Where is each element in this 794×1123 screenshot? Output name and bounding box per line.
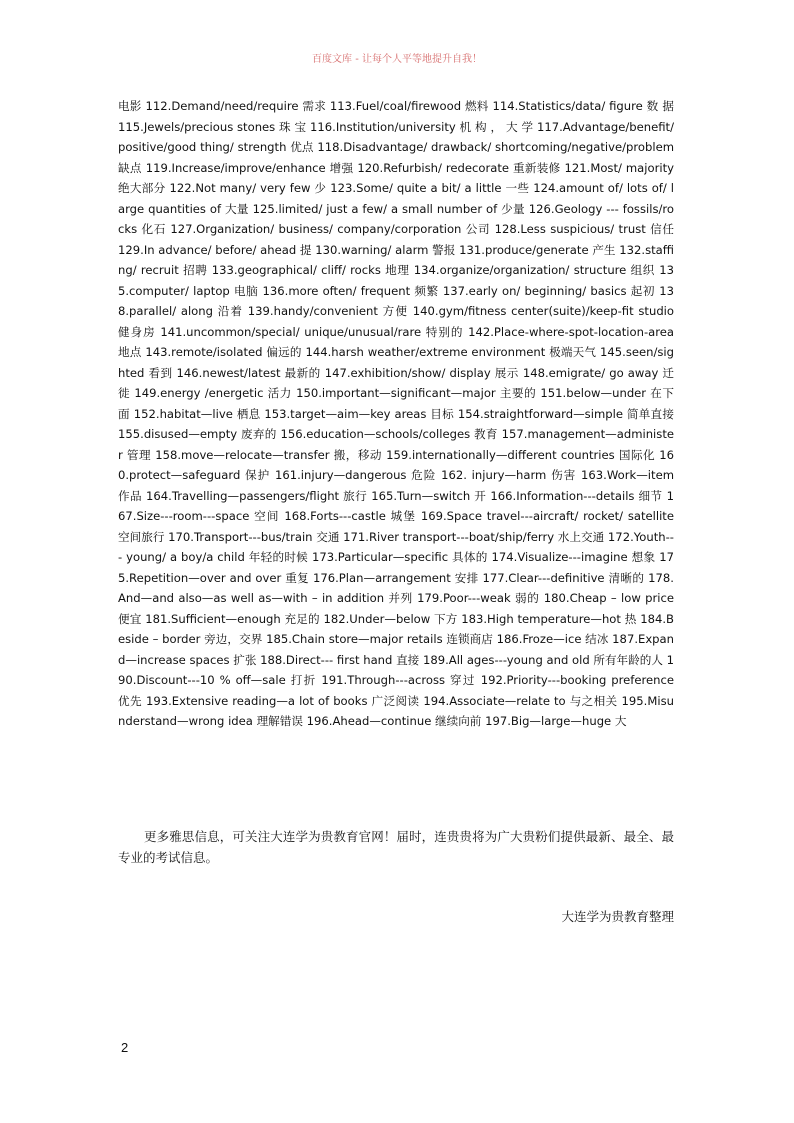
signature: 大连学为贵教育整理 xyxy=(561,909,674,924)
vocabulary-paragraph: 电影 112.Demand/need/require 需求 113.Fuel/coal/firewood 燃料 114.Statistics/data/ figure 数 据 115.Jewels/precious stones 珠 宝 116.Institution/university 机 构 ， 大 学 117.Advantage/benefit/ positive/good thing/ strength 优点 118.Disadvantage/ drawback/ shortcoming/negative/problem 缺点 119.Increase/improve/enhance 增强 120.Refurbish/ redecorate 重新装修 121.Most/ majority 绝大部分 122.Not many/ very few 少 123.Some/ quite a bit/ a little 一些 124.amount of/ lots of/ large quantities of 大量 125.limited/ just a few/ a small number of 少量 126.Geology --- fossils/rocks 化石 127.Organization/ business/ company/corporation 公司 128.Less suspicious/ trust 信任 129.In advance/ before/ ahead 提 130.warning/ alarm 警报 131.produce/generate 产生 132.staffing/ recruit 招聘 133.geographical/ cliff/ rocks 地理 134.organize/organization/ structure 组织 135.computer/ laptop 电脑 136.more often/ frequent 频繁 137.early on/ beginning/ basics 起初 138.parallel/ along 沿着 139.handy/convenient 方便 140.gym/fitness center(suite)/keep-fit studio 健身房 141.uncommon/special/ unique/unusual/rare 特别的 142.Place-where-spot-location-area 地点 143.remote/isolated 偏远的 144.harsh weather/extreme environment 极端天气 145.seen/sighted 看到 146.newest/latest 最新的 147.exhibition/show/ display 展示 148.emigrate/ go away 迁徙 149.energy /energetic 活力 150.important—significant—major 主要的 151.below—under 在下面 152.habitat—live 栖息 153.target—aim—key areas 目标 154.straightforward—simple 简单直接 155.disused—empty 废弃的 156.education—schools/colleges 教育 157.management—administer 管理 158.move—relocate—transfer 搬，移动 159.internationally—different countries 国际化 160.protect—safeguard 保护 161.injury—dangerous 危险 162. injury—harm 伤害 163.Work—item 作品 164.Travelling—passengers/flight 旅行 165.Turn—switch 开 166.Information---details 细节 167.Size---room---space 空间 168.Forts---castle 城堡 169.Space travel---aircraft/ rocket/ satellite 空间旅行 170.Transport---bus/train 交通 171.River transport---boat/ship/ferry 水上交通 172.Youth--- young/ a boy/a child 年轻的时候 173.Particular—specific 具体的 174.Visualize---imagine 想象 175.Repetition—over and over 重复 176.Plan—arrangement 安排 177.Clear---definitive 清晰的 178.And—and also—as well as—with – in addition 并列 179.Poor---weak 弱的 180.Cheap – low price 便宜 181.Sufficient—enough 充足的 182.Under—below 下方 183.High temperature—hot 热 184.Beside – border 旁边，交界 185.Chain store—major retails 连锁商店 186.Froze—ice 结冰 187.Expand—increase spaces 扩张 188.Direct--- first hand 直接 189.All ages---young and old 所有年龄的人 190.Discount---10 % off—sale 打折 191.Through---across 穿过 192.Priority---booking preference 优先 193.Extensive reading—a lot of books 广泛阅读 194.Associate—relate to 与之相关 195.Misunderstand—wrong idea 理解错误 196.Ahead—continue 继续向前 197.Big—large—huge 大 xyxy=(118,99,674,728)
info-note: 更多雅思信息，可关注大连学为贵教育官网！届时，连贵贵将为广大贵粉们提供最新、最全、最专业的考试信息。 xyxy=(118,829,674,865)
page-number: 2 xyxy=(121,1040,129,1055)
page-header: 百度文库 - 让每个人平等地提升自我！ xyxy=(312,54,482,65)
